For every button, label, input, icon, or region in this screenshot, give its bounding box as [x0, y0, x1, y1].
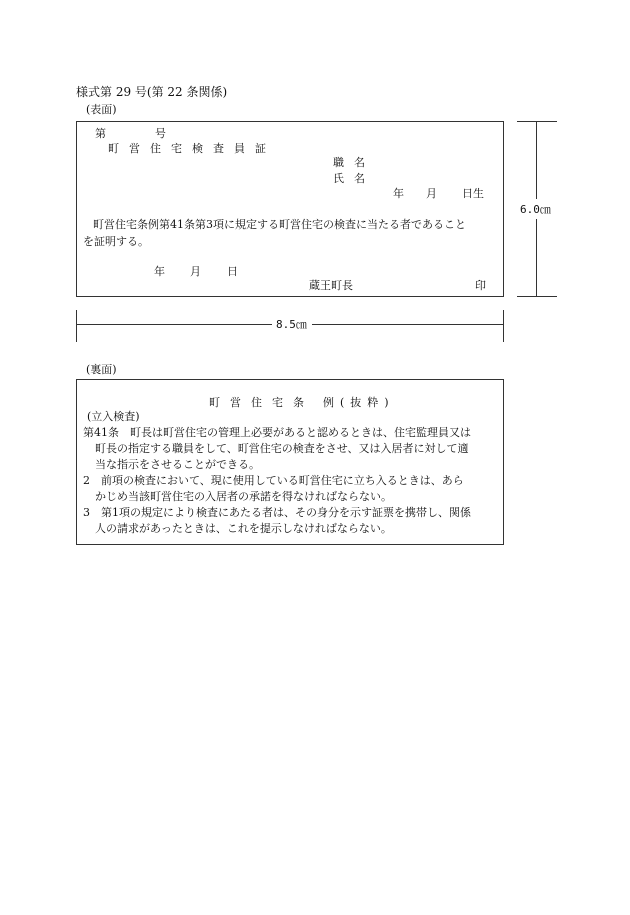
form-number: 様式第 29 号(第 22 条関係) [76, 85, 228, 99]
front-card [76, 121, 504, 297]
item-3-line-2: 人の請求があったときは、これを提示しなければならない。 [95, 522, 392, 535]
item-2-line-1: 2 前項の検査において、現に使用している町営住宅に立ち入るときは、あら [83, 474, 464, 487]
height-dim-line-lower [536, 219, 537, 296]
width-dim-right-tick [503, 310, 504, 342]
height-dimension: 6.0㎝ [520, 203, 551, 216]
back-label: (裏面) [86, 363, 117, 376]
birth-day: 日生 [462, 187, 484, 200]
front-label: (表面) [86, 103, 117, 116]
article-41-line-1: 第41条 町長は町営住宅の管理上必要があると認めるときは、住宅監理員又は [83, 426, 471, 439]
item-2-line-2: かじめ当該町営住宅の入居者の承諾を得なければならない。 [95, 490, 392, 503]
height-dim-bottom-tick [517, 296, 557, 297]
width-dimension: 8.5㎝ [276, 318, 307, 331]
certification-line-1: 町営住宅条例第41条第3項に規定する町営住宅の検査に当たる者であること [93, 218, 466, 231]
article-41-line-2: 町長の指定する職員をして、町営住宅の検査をさせ、又は入居者に対して適 [95, 442, 469, 455]
back-card [76, 379, 504, 545]
height-dim-top-tick [517, 121, 557, 122]
name-label: 氏名 [333, 172, 375, 185]
birth-month: 月 [426, 187, 437, 200]
section-heading: (立入検査) [87, 410, 140, 423]
ordinance-title: 町営住宅条 [209, 396, 314, 409]
ordinance-title-tail: 例(抜粋) [323, 396, 395, 409]
width-dim-line-right [312, 324, 503, 325]
card-title: 町営住宅検査員証 [108, 142, 276, 155]
height-dim-line-upper [536, 121, 537, 199]
width-dim-line-left [76, 324, 272, 325]
width-dim-left-tick [76, 310, 77, 342]
number-suffix: 号 [155, 127, 166, 140]
birth-year: 年 [393, 187, 404, 200]
number-prefix: 第 [95, 127, 106, 140]
date-month: 月 [190, 265, 201, 278]
position-label: 職名 [333, 156, 375, 169]
item-3-line-1: 3 第1項の規定により検査にあたる者は、その身分を示す証票を携帯し、関係 [83, 506, 471, 519]
article-41-line-3: 当な指示をさせることができる。 [95, 458, 260, 471]
issuer: 蔵王町長 [309, 279, 353, 292]
seal-mark: 印 [475, 279, 486, 292]
date-year: 年 [154, 265, 165, 278]
date-day: 日 [227, 265, 238, 278]
certification-line-2: を証明する。 [83, 235, 149, 248]
